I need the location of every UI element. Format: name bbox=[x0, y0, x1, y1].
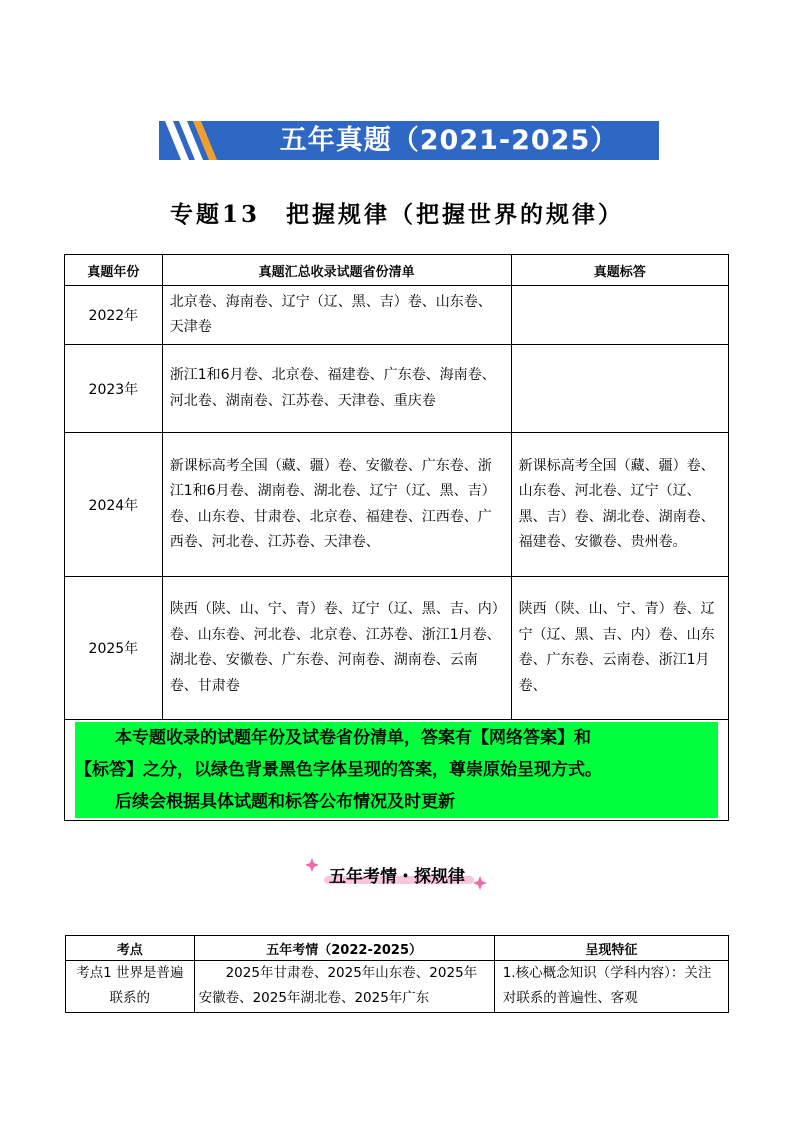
header-year: 真题年份 bbox=[65, 255, 163, 286]
table-header-row bbox=[66, 936, 729, 961]
answers-cell: 陕西（陕、山、宁、青）卷、辽宁（辽、黑、吉、内）卷、山东卷、广东卷、云南卷、浙江1月卷、 bbox=[511, 577, 728, 720]
answers-cell bbox=[511, 345, 728, 433]
provinces-cell: 北京卷、海南卷、辽宁（辽、黑、吉）卷、山东卷、天津卷 bbox=[162, 286, 511, 345]
notice-text bbox=[75, 722, 718, 818]
exam-list-table bbox=[64, 254, 729, 821]
point-cell: 考点1 世界是普遍联系的 bbox=[66, 961, 195, 1013]
document-title: 专题13 把握规律（把握世界的规律） bbox=[169, 201, 624, 228]
table-row bbox=[65, 577, 729, 720]
header-answers: 真题标答 bbox=[511, 255, 728, 286]
header-exams: 五年考情（2022-2025） bbox=[194, 936, 494, 961]
table-row bbox=[65, 345, 729, 433]
header-banner bbox=[159, 121, 659, 160]
table-row bbox=[66, 961, 729, 1013]
header-point: 考点 bbox=[66, 936, 195, 961]
header-provinces: 真题汇总收录试题省份清单 bbox=[162, 255, 511, 286]
header-features: 呈现特征 bbox=[494, 936, 728, 961]
features-cell: 1.核心概念知识（学科内容）：关注对联系的普遍性、客观 bbox=[494, 961, 728, 1013]
notice-row bbox=[65, 720, 729, 821]
notice-line-1: 本专题收录的试题年份及试卷省份清单，答案有【网络答案】和 bbox=[115, 728, 591, 748]
year-cell: 2023年 bbox=[65, 345, 163, 433]
year-cell: 2025年 bbox=[65, 577, 163, 720]
provinces-cell: 陕西（陕、山、宁、青）卷、辽宁（辽、黑、吉、内）卷、山东卷、河北卷、北京卷、江苏卷、浙江1月卷、湖北卷、安徽卷、广东卷、河南卷、湖南卷、云南卷、甘肃卷 bbox=[162, 577, 511, 720]
notice-line-2: 【标答】之分，以绿色背景黑色字体呈现的答案，尊崇原始呈现方式。 bbox=[75, 760, 602, 780]
table-row bbox=[65, 286, 729, 345]
year-cell: 2022年 bbox=[65, 286, 163, 345]
section-title: 五年考情・探规律 bbox=[329, 867, 465, 887]
banner-title: 五年真题（2021-2025） bbox=[279, 125, 619, 156]
notice-cell bbox=[65, 720, 729, 821]
answers-cell bbox=[511, 286, 728, 345]
table-header-row bbox=[65, 255, 729, 286]
table-row bbox=[65, 433, 729, 577]
stripes-decoration-icon bbox=[159, 121, 249, 160]
section-heading bbox=[0, 862, 794, 887]
provinces-cell: 浙江1和6月卷、北京卷、福建卷、广东卷、海南卷、河北卷、湖南卷、江苏卷、天津卷、重庆卷 bbox=[162, 345, 511, 433]
answers-cell: 新课标高考全国（藏、疆）卷、山东卷、河北卷、辽宁（辽、黑、吉）卷、湖北卷、湖南卷、福建卷、安徽卷、贵州卷。 bbox=[511, 433, 728, 577]
notice-line-3: 后续会根据具体试题和标答公布情况及时更新 bbox=[115, 792, 455, 812]
year-cell: 2024年 bbox=[65, 433, 163, 577]
provinces-cell: 新课标高考全国（藏、疆）卷、安徽卷、广东卷、浙江1和6月卷、湖南卷、湖北卷、辽宁（辽、黑、吉）卷、山东卷、甘肃卷、北京卷、福建卷、江西卷、广西卷、河北卷、江苏卷、天津卷、 bbox=[162, 433, 511, 577]
exams-cell: 2025年甘肃卷、2025年山东卷、2025年安徽卷、2025年湖北卷、2025年广东 bbox=[194, 961, 494, 1013]
exam-analysis-table bbox=[65, 935, 729, 1013]
